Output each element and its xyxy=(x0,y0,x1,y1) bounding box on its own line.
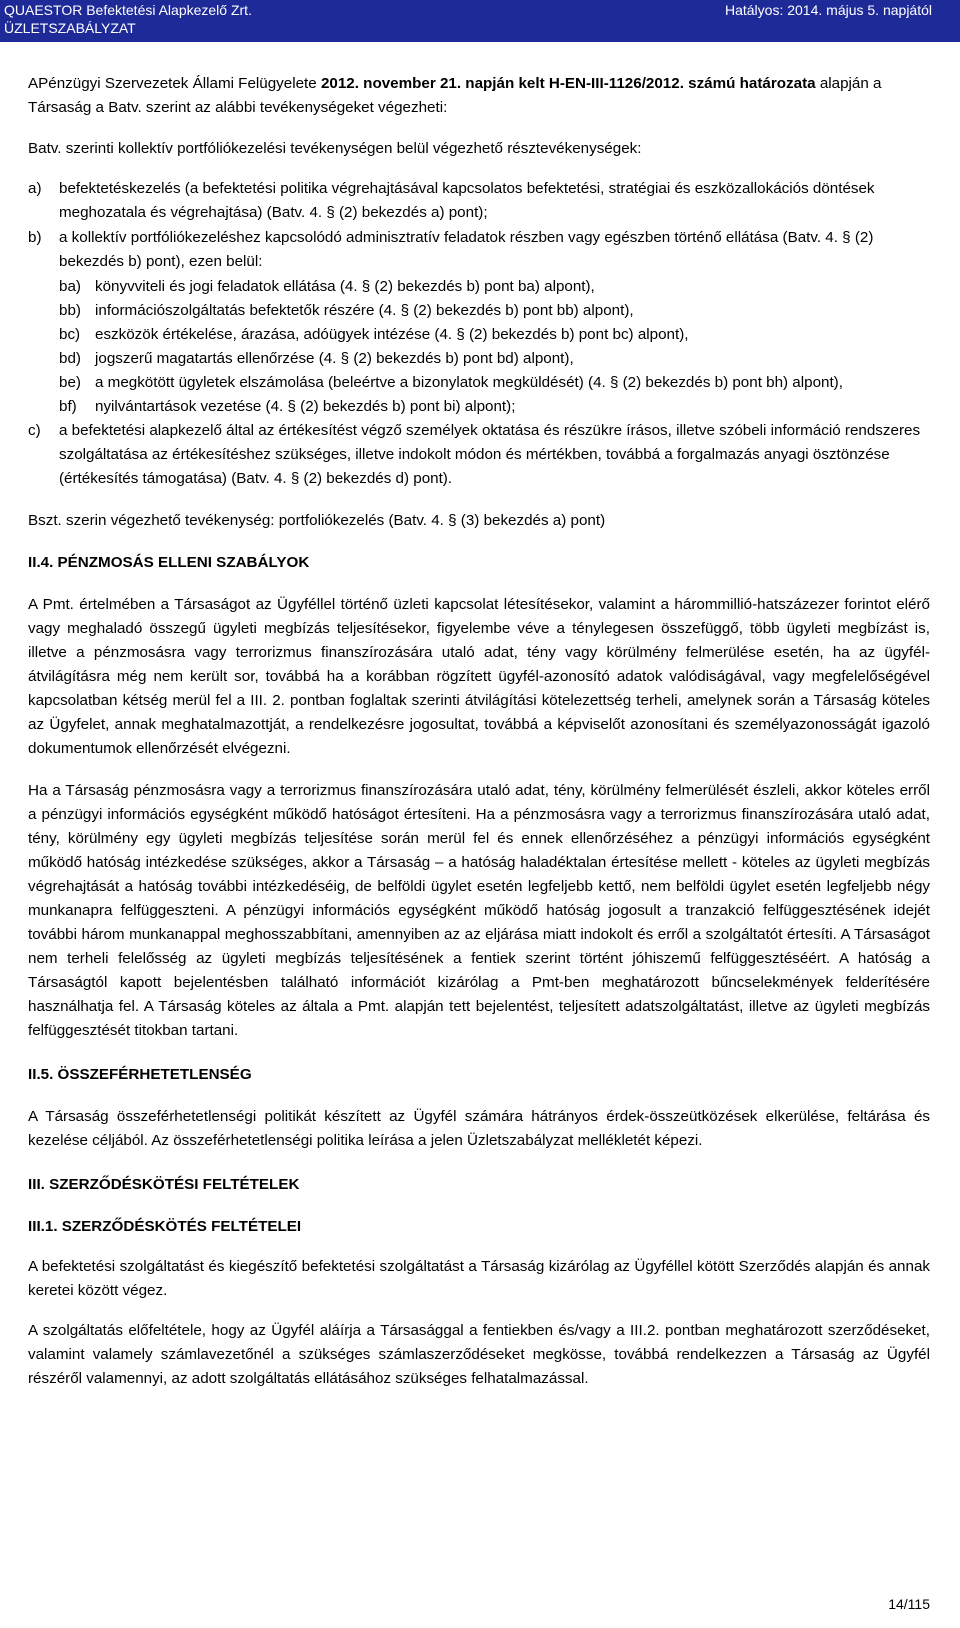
heading-iii1: III.1. SZERZŐDÉSKÖTÉS FELTÉTELEI xyxy=(28,1218,302,1235)
paragraph-ii4-2: Ha a Társaság pénzmosásra vagy a terrorizmus finanszírozására utaló adat, tény, körülmény felmerülését észleli, akkor köteles erről a pénzügyi információs egységként működő hatóságot értesíteni. Ha a pénzmosásra vagy a terrorizmus finanszírozására utaló adat, tény, körülmény egy ügyleti megbízás teljesítése során merül fel és ennek ellenőrzéséhez a pénzügyi információs egységként működő hatóság intézkedése szükséges, akkor a Társaság – a hatóság haladéktalan értesítése mellett - köteles az ügyleti megbízás végrehajtását a hatóság további intézkedéséig, de belföldi ügylet esetén legfeljebb kettő, nem belföldi ügylet esetén legfeljebb négy munkanapra felfüggeszteni. A pénzügyi információs egységként működő hatóság jogosult a tranzakció felfüggesztésének idejét további három munkanappal meghosszabbítani, amennyiben az az eljárása miatt indokolt és erről a szolgáltatót értesíti. A Társaságot nem terheli felelősség az ügyleti megbízás teljesítésének a fentiek szerint történt jóhiszemű felfüggesztéséért. A hatóság a Társaságtól kapott bejelentésben található információt kizárólag a Pmt-ben meghatározott bűncselekmények felderítésére használhatja fel. A Társaság köteles az általa a Pmt. alapján tett bejelentést, teljesített adatszolgáltatást, illetve az ügyleti megbízás felfüggesztését titokban tartani. xyxy=(28,782,930,1039)
bszt-line: Bszt. szerin végezhető tevékenység: portfoliókezelés (Batv. 4. § (3) bekezdés a) pont) xyxy=(28,512,606,529)
heading-iii: III. SZERZŐDÉSKÖTÉSI FELTÉTELEK xyxy=(28,1176,300,1193)
header-effective-date: Hatályos: 2014. május 5. napjától xyxy=(724,2,932,18)
list-item-c: c) a befektetési alapkezelő által az értékesítést végző személyek oktatása és részükre írásos, illetve szóbeli információ rendszeres szolgáltatása az értékesítéshez szükséges, illetve indokolt módon és mértékben, továbbá a forgalmazás anyagi ösztönzése (értékesítés támogatása) (Batv. 4. § (2) bekezdés d) pont). xyxy=(28,422,921,487)
sublist-item-bf: bf) nyilvántartások vezetése (4. § (2) bekezdés b) pont bi) alpont); xyxy=(59,398,516,415)
lead-text: Batv. szerinti kollektív portfóliókezelési tevékenységen belül végezhető résztevékenységek: xyxy=(28,140,642,157)
sublist-item-bc: bc) eszközök értékelése, árazása, adóügyek intézése (4. § (2) bekezdés b) pont bc) alpont), xyxy=(59,326,689,343)
paragraph-ii4-1: A Pmt. értelmében a Társaságot az Ügyféllel történő üzleti kapcsolat létesítésekor, valamint a hárommillió-hatszázezer forintot elérő vagy meghaladó összegű ügyleti megbízás teljesítésekor, figyelembe véve a ténylegesen összefüggő, több ügyleti megbízást is, illetve a pénzmosásra vagy terrorizmus finanszírozására utaló adat, tény vagy körülmény felmerülése esetén, ha az ügyfél-átvilágításra még nem került sor, továbbá ha a korábban rögzített ügyfél-azonosító adatok valódiságával, vagy megfelelőségével kapcsolatban kétség merül fel a III. 2. pontban foglaltak szerinti átvilágítási kötelezettség terheli, amelynek során a Társaság köteles az Ügyfelet, annak meghatalmazottját, a rendelkezésre jogosultat, továbbá a képviselőt azonosítani és személyazonosságát igazoló dokumentumok ellenőrzését elvégezni. xyxy=(28,596,930,757)
intro-paragraph: APénzügyi Szervezetek Állami Felügyelete 2012. november 21. napján kelt H-EN-III-1126/2012. számú határozata alapján a Társaság a Batv. szerint az alábbi tevékenységeket végezheti: xyxy=(28,75,882,116)
intro-resolution: 2012. november 21. napján kelt H-EN-III-1126/2012. számú határozata xyxy=(320,75,816,92)
document-body xyxy=(28,72,930,1391)
paragraph-iii1-1: A befektetési szolgáltatást és kiegészítő befektetési szolgáltatást a Társaság kizárólag az Ügyféllel kötött Szerződés alapján és annak keretei között végez. xyxy=(28,1258,930,1299)
page-header xyxy=(0,0,960,42)
sublist-item-bb: bb) információszolgáltatás befektetők részére (4. § (2) bekezdés b) pont bb) alpont), xyxy=(59,302,634,319)
list-item-b: b) a kollektív portfóliókezeléshez kapcsolódó adminisztratív feladatok részben vagy egészben történő ellátása (Batv. 4. § (2) bekezdés b) pont), ezen belül: xyxy=(28,229,874,270)
heading-ii4: II.4. PÉNZMOSÁS ELLENI SZABÁLYOK xyxy=(28,554,310,571)
header-company: QUAESTOR Befektetési Alapkezelő Zrt. xyxy=(4,2,252,18)
header-doc-title: ÜZLETSZABÁLYZAT xyxy=(4,20,136,36)
sublist-item-ba: ba) könyvviteli és jogi feladatok ellátása (4. § (2) bekezdés b) pont ba) alpont), xyxy=(59,278,595,295)
list-item-a: a) befektetéskezelés (a befektetési politika végrehajtásával kapcsolatos befektetési, stratégiai és eszközallokációs döntések meghozatala és végrehajtása) (Batv. 4. § (2) bekezdés a) pont); xyxy=(28,180,875,221)
heading-ii5: II.5. ÖSSZEFÉRHETETLENSÉG xyxy=(28,1066,252,1083)
paragraph-ii5-1: A Társaság összeférhetetlenségi politikát készített az Ügyfél számára hátrányos érdek-összeütközések elkerülése, feltárása és kezelése céljából. Az összeférhetetlenségi politika leírása a jelen Üzletszabályzat mellékletét képezi. xyxy=(28,1108,930,1149)
sublist-item-be: be) a megkötött ügyletek elszámolása (beleértve a bizonylatok megküldését) (4. § (2) bekezdés b) pont bh) alpont), xyxy=(59,374,843,391)
page-number: 14/115 xyxy=(888,1596,930,1612)
paragraph-iii1-2: A szolgáltatás előfeltétele, hogy az Ügyfél aláírja a Társasággal a fentiekben és/vagy a III.2. pontban meghatározott szerződéseket, valamint valamely számlavezetőnél a szükséges számlaszerződéseket megkösse, továbbá rendelkezzen a Társaság az Ügyfél részéről valamennyi, az adott szolgáltatás ellátásához szükséges felhatalmazással. xyxy=(28,1322,930,1387)
sublist-item-bd: bd) jogszerű magatartás ellenőrzése (4. § (2) bekezdés b) pont bd) alpont), xyxy=(59,350,574,367)
